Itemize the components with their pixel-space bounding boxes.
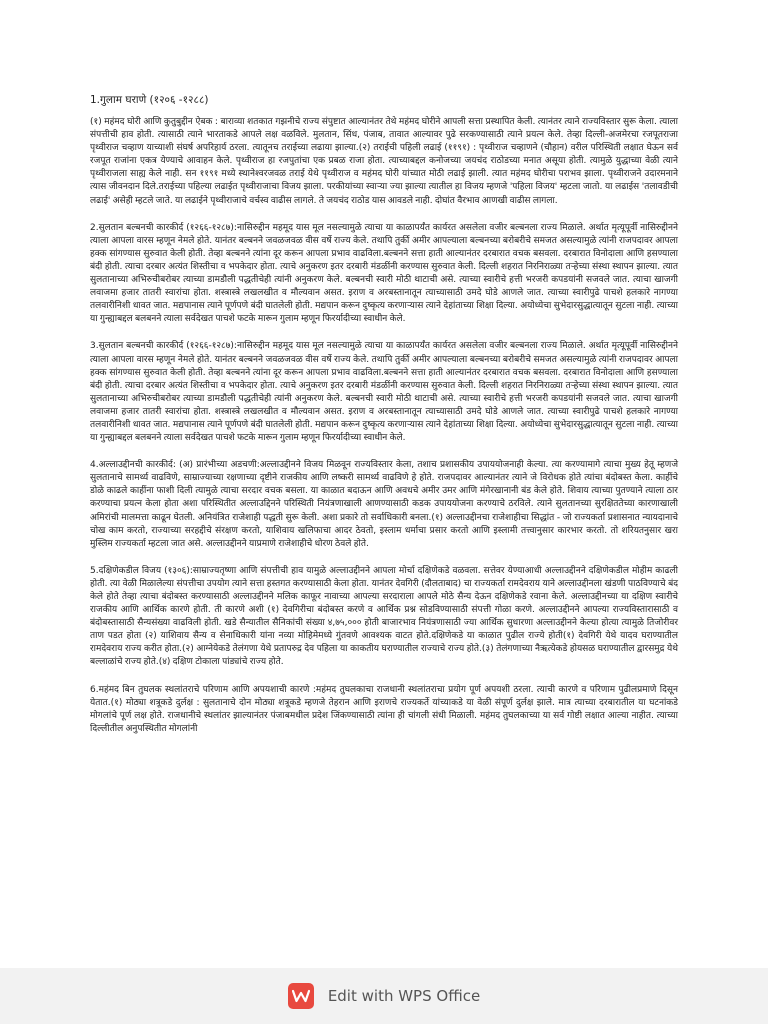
wps-logo-icon: [288, 983, 314, 1009]
section-heading: 1.गुलाम घराणे (१२०६ -१२८८): [90, 94, 209, 106]
paragraph-5: 5.दक्षिणेकडील विजय (१३०६):साम्राज्यतृष्णा आणि संपत्तीची हाव यामुळे अल्लाउद्दीनने आपला मोर्चा दक्षिणेकडे वळवला. सत्तेवर येण्याआधी अल्लाउद्दीनने दक्षिणेकडील मोहीम काढली होती. त्या वेळी मिळालेल्या संपत्तीचा उपयोग त्याने सत्ता हस्तगत करण्यासाठी केला होता. यानंतर देवगिरी (दौलताबाद) चा राज्यकर्ता रामदेवराय याने अल्लाउद्दीनला खंडणी पाठविण्याचे बंद केले होते तेव्हा त्याचा बंदोबस्त करण्यासाठी अल्लाउद्दीनने मलिक काफूर नावाच्या आपल्या सरदाराला आपले मोठे सैन्य देऊन दक्षिणेकडे रवाना केले. अल्लाउद्दीनच्या या दक्षिण स्वारीचे राजकीय आणि आर्थिक कारणे होती. ती कारणे अशी (१) देवगिरीचा बंदोबस्त करणे व आर्थिक प्रश्न सोडविण्यासाठी संपत्ती गोळा करणे. अल्लाउद्दीनने आपल्या राज्यविस्तारासाठी व बंदोबस्तासाठी सैन्यसंख्या वाढविली होती. खडे सैन्यातील सैनिकांची संख्या ४,७५,००० होती बाजारभाव नियंत्रणासाठी ज्या आर्थिक सुधारणा अल्लाउद्दीनने केल्या होत्या त्यामुळे तिजोरीवर ताण पडत होता (२) याशिवाय सैन्य व सेनाधिकारी यांना नव्या मोहिमेमध्ये गुंतवणे आवश्यक वाटत होते.दक्षिणेकडे या काळात पुढील राज्ये होती(१) देवगिरी येथे यादव घराण्यातील रामदेवराय राज्य करीत होता.(२) आग्नेयेकडे तेलंगणा येथे प्रतापरुद्र देव पहिला या काकतीय घराण्यातील राज्याचे राज्य होते.(३) तेलंगणाच्या नैऋत्येकडे होयसळ घराण्यातील द्वारसमुद्र येथे बल्लाळांचे राज्य होते.(४) दक्षिण टोकाला पांड्यांचे राज्य होते.: [90, 565, 678, 668]
paragraph-6: 6.महंमद बिन तुघलक स्थलांतराचे परिणाम आणि अपयशाची कारणे :महंमद तुघलकाचा राजधानी स्थलांतराचा प्रयोग पूर्ण अपयशी ठरला. त्याची कारणे व परिणाम पुढीलप्रमाणे दिसून येतात.(१) मोठ्या शत्रूकडे दुर्लक्ष : सुलतानाचे दोन मोठ्या शत्रूकडे म्हणजे तेहरान आणि इराणचे राज्यकर्ते यांच्याकडे या वेळी संपूर्ण दुर्लक्ष झाले. मात्र त्याच्या दरबारातील या घटनांकडे मोगलांचे पूर्ण लक्ष होते. राजधानीचे स्थलांतर झाल्यानंतर पंजाबमधील प्रदेश जिंकण्यासाठी त्यांना ही चांगली संधी मिळाली. महंमद तुघलकाच्या या सर्व गोष्टी लक्षात आल्या नाहीत. त्याच्या दिल्लीतील अनुपस्थितीत मोगलांनी: [90, 684, 678, 734]
wps-edit-banner[interactable]: [0, 968, 768, 1024]
paragraph-1: (१) महंमद घोरी आणि कुतुबुद्दीन ऐबक : बाराव्या शतकात गझनीचे राज्य संपुष्टात आल्यानंतर तेथे महंमद घोरीने आपली सत्ता प्रस्थापित केली. त्यानंतर त्याने राज्यविस्तार सुरू केला. त्याला संपत्तीची हाव होती. त्यासाठी त्याने भारताकडे आपले लक्ष वळविले. मुलतान, सिंध, पंजाब, तावात आल्यावर पुढे सरकण्यासाठी त्याने प्रयत्न केले. तेव्हा दिल्ली-अजमेरचा रजपूतराजा पृथ्वीराज चव्हाण याच्याशी संघर्ष अपरिहार्य ठरला. त्यातूनच तराईच्या लढाया झाल्या.(२) तराईची पहिली लढाई (११९१) : पृथ्वीराज चव्हाणने (चौहान) वरील परिस्थिती लक्षात घेऊन सर्व रजपूत राजांना एकत्र येण्याचे आवाहन केले. पृथ्वीराज हा रजपुतांचा एक प्रबळ राजा होता. त्याच्याबद्दल कनोजच्या जयचंद राठोडच्या मनात असूया होती. त्यामुळे युद्धाच्या वेळी त्याने पृथ्वीराजला साह्य केले नाही. सन ११९१ मध्ये स्थानेश्वरजवळ तराई येथे पृथ्वीराज व महंमद घोरी यांच्यात मोठी लढाई झाली. त्यात महंमद घोरीचा पराभव झाला. पृथ्वीराजने उदारमनाने त्यास जीवनदान दिले.तराईच्या पहिल्या लढाईत पृथ्वीराजाचा विजय झाला. परकीयांच्या स्वाऱ्या ज्या झाल्या त्यातील हा विजय म्हणजे 'पहिला विजय' म्हटला जातो. या लढाईस 'तलावडीची लढाई' असेही म्हटले जाते. या लढाईने पृथ्वीराजाचे वर्चस्व वाढीस लागले. ते जयचंद राठोड यास आवडले नाही. दोघांत वैरभाव आणखी वाढीस लागला.: [90, 117, 678, 206]
wps-edit-button[interactable]: [288, 983, 480, 1009]
wps-edit-label: Edit with WPS Office: [327, 987, 481, 1005]
document-page: [90, 93, 678, 750]
paragraph-2: 2.सुलतान बल्बनची कारकीर्द (१२६६-१२८७):नासिरुद्दीन महमूद यास मूल नसल्यामुळे त्याचा या काळापर्यंत कार्यरत असलेला वजीर बल्बनला राज्य मिळाले. अर्थात मृत्यूपूर्वी नासिरुद्दीनने त्याला आपला वारस म्हणून नेमले होते. यानंतर बल्बनने जवळजवळ वीस वर्षे राज्य केले. तथापि तुर्की अमीर आपल्याला बल्बनच्या बरोबरीचे समजत असल्यामुळे त्यांनी राजपदावर आपला हक्क सांगण्यास सुरुवात केली होती. तेव्हा बल्बनने त्यांना दूर करून आपला प्रभाव वाढविला.बल्बनने सत्ता हाती आल्यानंतर दरबारात वचक बसवला. दरबारात विनोदाला आणि हसण्याला बंदी होती. त्याचा दरबार अत्यंत शिस्तीचा व भपकेदार होता. त्याचे अनुकरण इतर दरबारी मंडळींनी करण्यास सुरुवात केली. दिल्ली शहरात निरनिराळ्या तऱ्हेच्या संस्था स्थापन झाल्या. त्यात सुलतानाच्या अभिरुचीबरोबर त्याच्या डामडौली पद्धतीचेही त्यांनी अनुकरण केले. बल्बनची स्वारी मोठी थाटाची असे. त्याच्या स्वारीचे हत्ती भरजरी कपडयांनी सजवले जात. त्याचा खाजगी लवाजमा हजार तातरी स्वारांचा होता. शस्त्रास्त्रे लखलखीत व मौल्यवान असत. इराण व अरबस्तानातून त्याच्यासाठी उमदे घोडे आणले जात. त्याच्या स्वारीपुढे पाचशे हलकारे नागण्या तलवारीनिशी धावत जात. मद्यपानास त्याने पूर्णपणे बंदी घातलेली होती. मद्यपान करून दुष्कृत्य करणाऱ्यास त्याने देहांताच्या शिक्षा दिल्या. अयोध्येचा सुभेदारसुद्धात्यातून सुटला नाही. त्याच्या या गुन्ह्याबद्दल बलबनने त्याला सर्वदेखत पाचशे फटके मारून गुलाम म्हणून फिरर्यादीच्या स्वाधीन केले.: [90, 222, 678, 325]
paragraph-3: 3.सुलतान बल्बनची कारकीर्द (१२६६-१२८७):नासिरुद्दीन महमूद यास मूल नसल्यामुळे त्याचा या काळापर्यंत कार्यरत असलेला वजीर बल्बनला राज्य मिळाले. अर्थात मृत्यूपूर्वी नासिरुद्दीनने त्याला आपला वारस म्हणून नेमले होते. यानंतर बल्बनने जवळजवळ वीस वर्षे राज्य केले. तथापि तुर्की अमीर आपल्याला बल्बनच्या बरोबरीचे समजत असल्यामुळे त्यांनी राजपदावर आपला हक्क सांगण्यास सुरुवात केली होती. तेव्हा बल्बनने त्यांना दूर करून आपला प्रभाव वाढविला.बल्बनने सत्ता हाती आल्यानंतर दरबारात वचक बसवला. दरबारात विनोदाला आणि हसण्याला बंदी होती. त्याचा दरबार अत्यंत शिस्तीचा व भपकेदार होता. त्याचे अनुकरण इतर दरबारी मंडळींनी करण्यास सुरुवात केली. दिल्ली शहरात निरनिराळ्या तऱ्हेच्या संस्था स्थापन झाल्या. त्यात सुलतानाच्या अभिरुचीबरोबर त्याच्या डामडौली पद्धतीचेही त्यांनी अनुकरण केले. बल्बनची स्वारी मोठी थाटाची असे. त्याच्या स्वारीचे हत्ती भरजरी कपडयांनी सजवले जात. त्याचा खाजगी लवाजमा हजार तातरी स्वारांचा होता. शस्त्रास्त्रे लखलखीत व मौल्यवान असत. इराण व अरबस्तानातून त्याच्यासाठी उमदे घोडे आणले जात. त्याच्या स्वारीपुढे पाचशे हलकारे नागण्या तलवारीनिशी धावत जात. मद्यपानास त्याने पूर्णपणे बंदी घातलेली होती. मद्यपान करून दुष्कृत्य करणाऱ्यास त्याने देहांताच्या शिक्षा दिल्या. अयोध्येचा सुभेदारसुद्धात्यातून सुटला नाही. त्याच्या या गुन्ह्याबद्दल बलबनने त्याला सर्वदेखत पाचशे फटके मारून गुलाम म्हणून फिरर्यादीच्या स्वाधीन केले.: [90, 341, 678, 444]
paragraph-4: 4.अल्लाउद्दीनची कारकीर्द: (अ) प्रारंभीच्या अडचणी:अल्लाउद्दीनने विजय मिळवून राज्यविस्तार केला, तशाच प्रशासकीय उपाययोजनाही केल्या. त्या करण्यामागे त्याचा मुख्य हेतू म्हणजे सुलतानाचे सामर्थ्य वाढविणे, साम्राज्याच्या रक्षणाच्या दृष्टीने राजकीय आणि लष्करी सामर्थ्य वाढविणे हे होते. राजपदावर आल्यानंतर त्याने जे विरोधक होते त्यांचा बंदोबस्त केला. काहींचे डोळे काढले काहींना फाशी दिली त्यामुळे त्याचा सरदार वचक बसला. या काळात बदाऊन आणि अवधचे अमीर उमर आणि मंगेरखानानी बंड केले होते. शिवाय त्याच्या पुतण्याने त्याला ठार करण्याचा प्रयत्न केला होता अशा परिस्थितीत अल्लाउद्दिनने परिस्थिती नियंत्रणाखाली आणण्यासाठी कडक उपाययोजना करण्याचे ठरविले. त्याने सुलतानच्या सुरक्षिततेच्या कारणाखाली अमिरांची मालमत्ता काढून घेतली. अनियंत्रित राजेशाही पद्धती सुरू केली. अशा प्रकारे तो सर्वाधिकारी बनला.(१) अल्लाउद्दीनचा राजेशाहीचा सिद्धांत - जो राज्यकर्ता प्रशासनात न्यायदानाचे चोख काम करतो, राज्याच्या सरहद्दीचे संरक्षण करतो, याशिवाय खलिफाचा आदर ठेवतो, इस्लाम धर्माचा प्रसार करतो आणि इस्लामी तत्त्वानुसार कारभार करतो. तो शरियतनुसार खरा मुस्लिम राज्यकर्ता म्हटला जात असे. अल्लाउद्दीनने याप्रमाणे राजेशाहीचे धोरण ठेवले होते.: [90, 460, 678, 549]
